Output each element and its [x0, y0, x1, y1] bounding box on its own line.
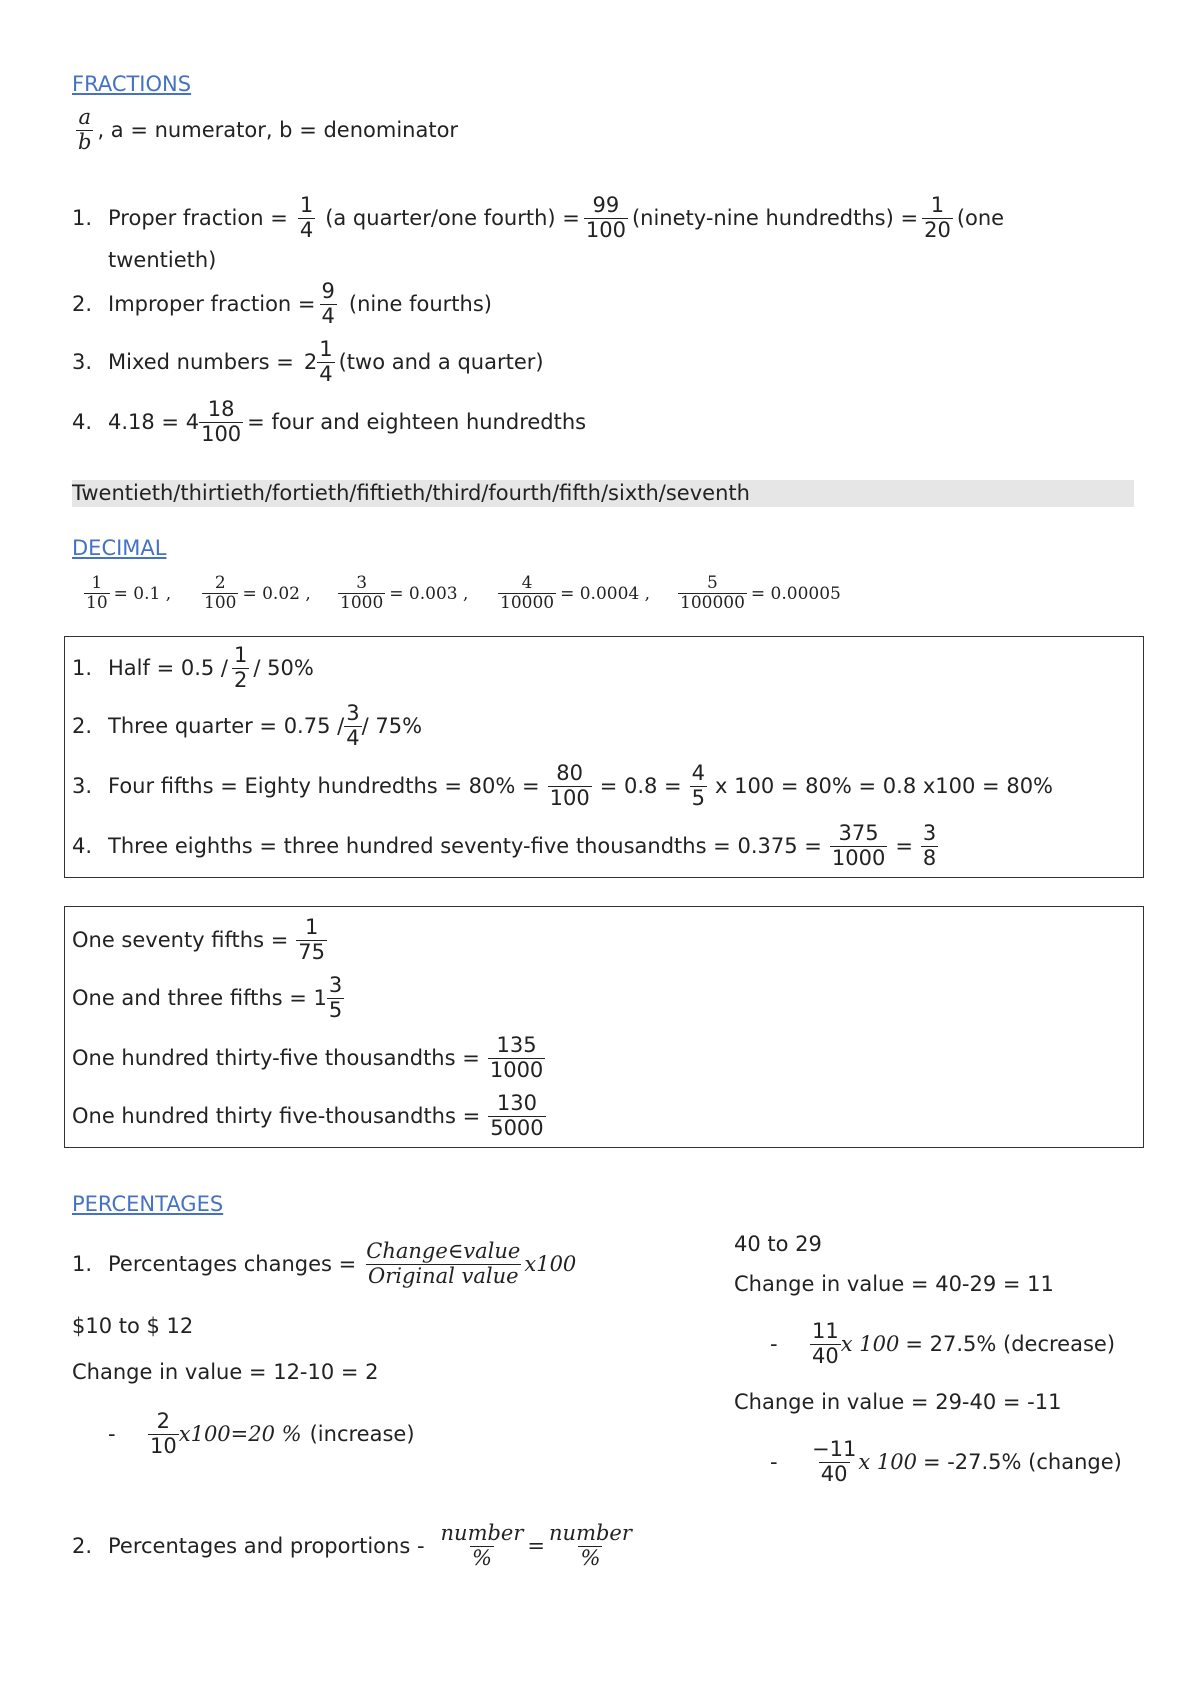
right-change-in-value-2: Change in value = 29-40 = -11 — [734, 1390, 1062, 1414]
decimal-example-3: $\frac{3}{1000}$ = 0.003 , — [340, 573, 469, 614]
decimal-box2-row-3: One hundred thirty-five thousandths = $\frac{135}{1000}$ — [72, 1032, 544, 1082]
percentages-proportions: 2. Percentages and proportions - $\frac{\text{number}}{\%}$ = $\frac{\text{number}}{\%}$ — [72, 1520, 632, 1570]
percentages-heading: PERCENTAGES — [72, 1192, 224, 1216]
fraction-item-3: 3. Mixed numbers = 2 $\frac{1}{4}$ (two and a quarter) — [72, 336, 544, 386]
fraction-ab: $\frac{a}{b}$ — [78, 104, 92, 154]
fractions-heading: FRACTIONS — [72, 72, 192, 96]
decimal-example-2: $\frac{2}{100}$ = 0.02 , — [204, 573, 311, 614]
decimal-box2-row-1: One seventy fifths = $\frac{1}{75}$ — [72, 914, 326, 964]
decimal-box1-row-3: 3. Four fifths = Eighty hundredths = 80% = $\frac{80}{100}$ = 0.8 = $\frac{4}{5}$ x 100 = 80% = 0.8 x100 = 80% — [72, 760, 1054, 810]
right-example-title: 40 to 29 — [734, 1232, 822, 1256]
fraction-item-1-wrap: twentieth) — [108, 248, 217, 272]
decimal-box2-row-2: One and three fifths = 1 $\frac{3}{5}$ — [72, 972, 343, 1022]
fraction-definition: $\frac{a}{b}$ , a = numerator, b = denominator — [78, 104, 459, 154]
fraction-item-2: 2. Improper fraction = $\frac{9}{4}$ (nine fourths) — [72, 278, 492, 328]
decimal-box2-row-4: One hundred thirty five-thousandths = $\frac{130}{5000}$ — [72, 1090, 544, 1140]
fraction-item-1: 1. Proper fraction = $\frac{1}{4}$ (a quarter/one fourth) = $\frac{99}{100}$ (ninety-nine hundredths) = $\frac{1}{20}$ (one — [72, 192, 1005, 242]
decimal-box1-row-4: 4. Three eighths = three hundred seventy-five thousandths = 0.375 = $\frac{375}{1000}$ = $\frac{3}{8}$ — [72, 820, 937, 870]
left-percentage-result: - $\frac{2}{10}$ x100=20 % (increase) — [108, 1408, 415, 1458]
left-example-title: $10 to $ 12 — [72, 1314, 194, 1338]
decimal-box1-row-1: 1. Half = 0.5 / $\frac{1}{2}$ / 50% — [72, 642, 314, 692]
decimal-example-4: $\frac{4}{10000}$ = 0.0004 , — [500, 573, 651, 614]
ordinals-text: Twentieth/thirtieth/fortieth/fiftieth/third/fourth/fifth/sixth/seventh — [72, 481, 750, 505]
fraction-item-4: 4. 4.18 = 4 $\frac{18}{100}$ = four and eighteen hundredths — [72, 396, 587, 446]
decimal-box1-row-2: 2. Three quarter = 0.75 / $\frac{3}{4}$ / 75% — [72, 700, 423, 750]
right-percentage-result-1: - $\frac{11}{40}$ x 100 = 27.5% (decrease) — [770, 1318, 1116, 1368]
percentage-change-formula: 1. Percentages changes = $\frac{\text{Change∈value}}{\text{Original value}}$ x100 — [72, 1238, 577, 1288]
left-change-in-value: Change in value = 12-10 = 2 — [72, 1360, 379, 1384]
right-change-in-value-1: Change in value = 40-29 = 11 — [734, 1272, 1054, 1296]
right-percentage-result-2: - $\frac{-11}{40}$ x 100 = -27.5% (change) — [770, 1436, 1122, 1486]
decimal-example-1: $\frac{1}{10}$ = 0.1 , — [86, 573, 172, 614]
decimal-heading: DECIMAL — [72, 536, 167, 560]
decimal-example-5: $\frac{5}{100000}$ = 0.00005 — [680, 573, 841, 614]
